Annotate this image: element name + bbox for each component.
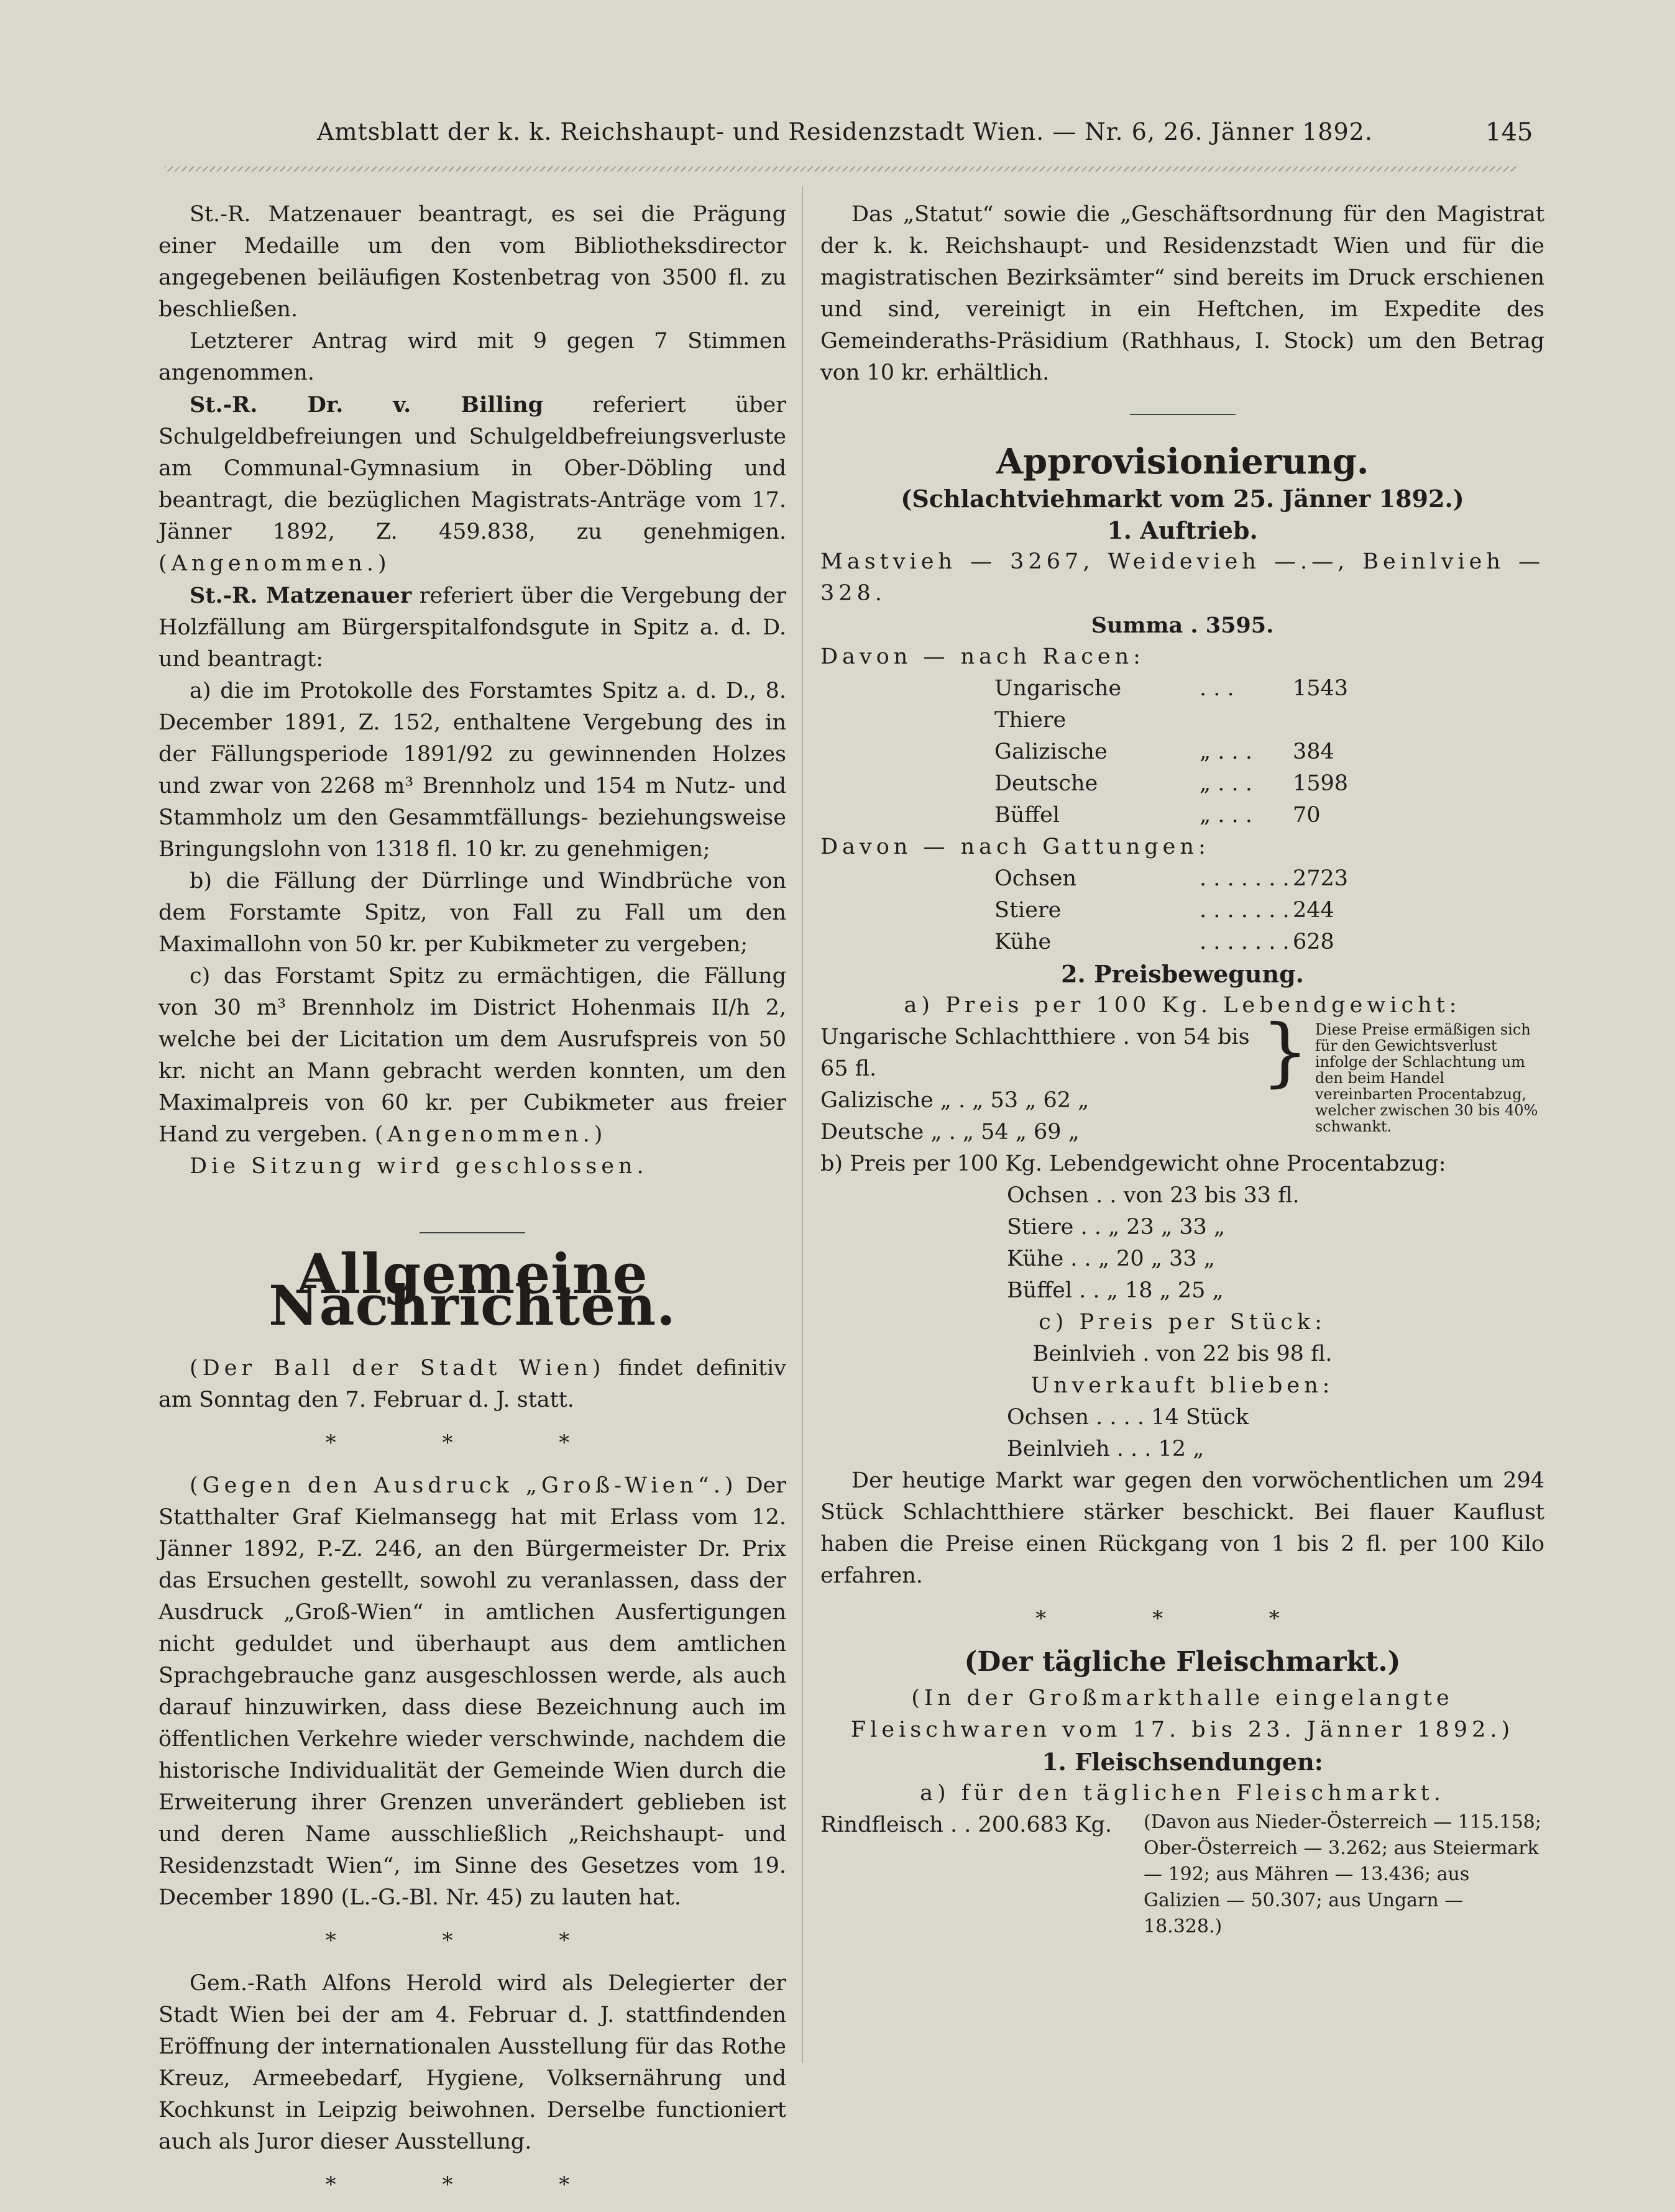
paragraph: Die Sitzung wird geschlossen.	[190, 1154, 648, 1179]
summa-line: Summa . 3595.	[1091, 613, 1274, 638]
price-row: Stiere . . „ 23 „ 33 „	[1007, 1215, 1225, 1240]
rindfleisch-note: (Davon aus Nieder-Österreich — 115.158; Ober-Österreich — 3.262; aus Steiermark — 192; aus Mähren — 13.436; aus Galizien — 50.307; aus Ungarn — 18.328.)	[1144, 1811, 1541, 1937]
unsold-row: Beinlvieh . . . 12 „	[1007, 1437, 1205, 1461]
table-row: Ungarische Thiere . . . 1543	[994, 676, 1349, 733]
rindfleisch-row: Rindfleisch . . 200.683 Kg. (Davon aus Nieder-Österreich — 115.158; Ober-Österreich — 3.262; aus Steiermark — 192; aus Mähren — 13.436; aus Galizien — 50.307; aus Ungarn — 18.328.)	[820, 1809, 1544, 1940]
section-subtitle: (Schlachtviehmarkt vom 25. Jänner 1892.)	[901, 485, 1464, 513]
paragraph: a) die im Protokolle des Forstamtes Spitz a. d. D., 8. December 1891, Z. 152, enthaltene Vergebung des in der Fällungsperiode 1891/92 zu gewinnenden Holzes und zwar von 2268 m³ Brennholz und 154 m Nutz- und Stammholz um den Gesammtfällungs- beziehungsweise Bringungslohn von 1318 fl. 10 kr. zu genehmigen;	[158, 679, 786, 862]
price-row: Büffel . . „ 18 „ 25 „	[1007, 1278, 1224, 1303]
running-header: Amtsblatt der k. k. Reichshaupt- und Residenzstadt Wien. — Nr. 6, 26. Jänner 1892.	[317, 118, 1373, 145]
table-row: Galizische „ . . . 384	[994, 739, 1334, 764]
right-column	[820, 199, 1544, 1940]
price-row: Ungarische Schlachtthiere . von 54 bis 65 fl.	[820, 1025, 1250, 1081]
table-row: Stiere . . . . . . . 244	[994, 898, 1334, 923]
divider	[1130, 414, 1236, 415]
price-row: Deutsche „ . „ 54 „ 69 „	[820, 1120, 1080, 1145]
speaker-name: St.-R. Matzenauer	[190, 583, 412, 608]
price-row: Kühe . . „ 20 „ 33 „	[1007, 1246, 1215, 1271]
separator-stars: * * *	[325, 1430, 620, 1455]
price-heading: c) Preis per Stück:	[1039, 1310, 1326, 1335]
header-rule	[165, 167, 1517, 171]
separator-stars: * * *	[325, 2172, 620, 2197]
paragraph: b) die Fällung der Dürrlinge und Windbrüche von dem Forstamte Spitz, von Fall zu Fall um den Maximallohn von 50 kr. per Kubikmeter zu vergeben;	[158, 869, 786, 957]
subheading: 2. Preisbewegung.	[1061, 960, 1304, 988]
separator-stars: * * *	[325, 1928, 620, 1953]
paragraph: Das „Statut“ sowie die „Geschäftsordnung für den Magistrat der k. k. Reichshaupt- und Residenzstadt Wien und für die magistratischen Bezirksämter“ sind bereits im Druck erschienen und sind, vereinigt in ein Heftchen, im Expedite des Gemeinderaths-Präsidium (Rathhaus, I. Stock) um den Betrag von 10 kr. erhältlich.	[820, 202, 1544, 385]
separator-stars: * * *	[1035, 1606, 1329, 1631]
column-divider	[802, 186, 803, 2063]
price-block-b	[1007, 1180, 1544, 1307]
auftrieb-line: Mastvieh — 3267, Weidevieh —.—, Beinlvieh — 328.	[820, 549, 1544, 606]
price-row: Beinlvieh . von 22 bis 98 fl.	[1032, 1341, 1333, 1366]
unsold-heading: Unverkauft blieben:	[1030, 1373, 1334, 1398]
section-title: (Der tägliche Fleischmarkt.)	[964, 1646, 1401, 1678]
paragraph: Letzterer Antrag wird mit 9 gegen 7 Stimmen angenommen.	[158, 329, 786, 385]
price-row: Galizische „ . „ 53 „ 62 „	[820, 1088, 1090, 1113]
section-title: Approvisionierung.	[996, 441, 1369, 482]
paragraph: (Gegen den Ausdruck „Groß-Wien“.) Der Statthalter Graf Kielmansegg hat mit Erlass vom 12. Jänner 1892, P.-Z. 246, an den Bürgermeister Dr. Prix das Ersuchen gestellt, sowohl zu veranlassen, dass der Ausdruck „Groß-Wien“ in amtlichen Ausfertigungen nicht geduldet und überhaupt aus dem amtlichen Sprachgebrauche ganz ausgeschlossen werde, als auch darauf hinzuwirken, dass diese Bezeichnung auch im öffentlichen Verkehre wieder verschwinde, nachdem die historische Individualität der Gemeinde Wien durch die Erweiterung ihrer Grenzen unverändert geblieben ist und deren Name ausschließlich „Reichshaupt- und Residenzstadt Wien“, im Sinne des Gesetzes vom 19. December 1890 (L.-G.-Bl. Nr. 45) zu lauten hat.	[158, 1473, 786, 1910]
price-row: Ochsen . . von 23 bis 33 fl.	[1007, 1183, 1300, 1208]
subheading: 1. Auftrieb.	[1107, 516, 1258, 544]
paragraph: Der heutige Markt war gegen den vorwöchentlichen um 294 Stück Schlachtthiere stärker beschickt. Bei flauer Kauflust haben die Preise einen Rückgang von 1 bis 2 fl. per 100 Kilo erfahren.	[820, 1468, 1544, 1588]
paragraph: (Der Ball der Stadt Wien) findet definitiv am Sonntag den 7. Februar d. J. statt.	[158, 1356, 786, 1412]
subheading-a: a) für den täglichen Fleischmarkt.	[920, 1781, 1445, 1806]
unsold-row: Ochsen . . . . 14 Stück	[1007, 1405, 1249, 1430]
table-row: Ochsen . . . . . . . 2723	[994, 866, 1349, 891]
subheading: 1. Fleischsendungen:	[1042, 1748, 1323, 1776]
price-heading: b) Preis per 100 Kg. Lebendgewicht ohne Procentabzug:	[820, 1151, 1446, 1176]
paragraph: c) das Forstamt Spitz zu ermächtigen, die Fällung von 30 m³ Brennholz im District Hohenmais II/h 2, welche bei der Licitation um dem Ausrufspreis von 50 kr. nicht an Mann gebracht werden konnten, um den Maximalpreis von 60 kr. per Cubikmeter aus freier Hand zu vergeben. (Angenommen.)	[158, 964, 786, 1147]
left-column	[158, 199, 786, 2212]
speaker-name: St.-R. Dr. v. Billing	[190, 392, 544, 418]
price-heading: a) Preis per 100 Kg. Lebendgewicht:	[904, 993, 1461, 1018]
kinds-heading: Davon — nach Gattungen:	[820, 834, 1210, 859]
price-note: Diese Preise ermäßigen sich für den Gewichtsverlust infolge der Schlachtung um den beim Handel vereinbarten Procentabzug, welcher zwischen 30 bis 40% schwankt.	[1315, 1021, 1538, 1135]
table-row: Deutsche „ . . . 1598	[994, 771, 1349, 796]
unsold-block	[1007, 1402, 1544, 1465]
paragraph: St.-R. Matzenauer beantragt, es sei die Prägung einer Medaille um den vom Bibliotheksdirector angegebenen beiläufigen Kostenbetrag von 3500 fl. zu beschließen.	[158, 202, 786, 322]
page-number: 145	[1485, 118, 1533, 147]
kinds-table	[994, 863, 1544, 958]
price-block-a	[820, 1009, 1544, 1148]
paragraph: St.-R. Dr. v. Billing referiert über Schulgeldbefreiungen und Schulgeldbefreiungsverluste am Communal-Gymnasium in Ober-Döbling und beantragt, die bezüglichen Magistrats-Anträge vom 17. Jänner 1892, Z. 459.838, zu genehmigen. (Angenommen.)	[158, 392, 786, 576]
divider	[420, 1232, 525, 1233]
section-subtitle: (In der Großmarkthalle eingelangte Fleischwaren vom 17. bis 23. Jänner 1892.)	[850, 1686, 1515, 1742]
table-row: Kühe . . . . . . . 628	[994, 930, 1334, 954]
races-heading: Davon — nach Racen:	[820, 644, 1145, 669]
table-row: Büffel „ . . . 70	[994, 803, 1321, 828]
paragraph: Gem.-Rath Alfons Herold wird als Delegierter der Stadt Wien bei der am 4. Februar d. J. stattfindenden Eröffnung der internationalen Ausstellung für das Rothe Kreuz, Armeebedarf, Hygiene, Volksernährung und Kochkunst in Leipzig beiwohnen. Derselbe functioniert auch als Juror dieser Ausstellung.	[158, 1971, 786, 2154]
section-title: Allgemeine Nachrichten.	[268, 1241, 676, 1338]
races-table	[994, 673, 1544, 831]
paragraph: St.-R. Matzenauer referiert über die Vergebung der Holzfällung am Bürgerspitalfondsgute in Spitz a. d. D. und beantragt:	[158, 583, 786, 672]
brace-glyph: }	[1261, 1009, 1309, 1095]
